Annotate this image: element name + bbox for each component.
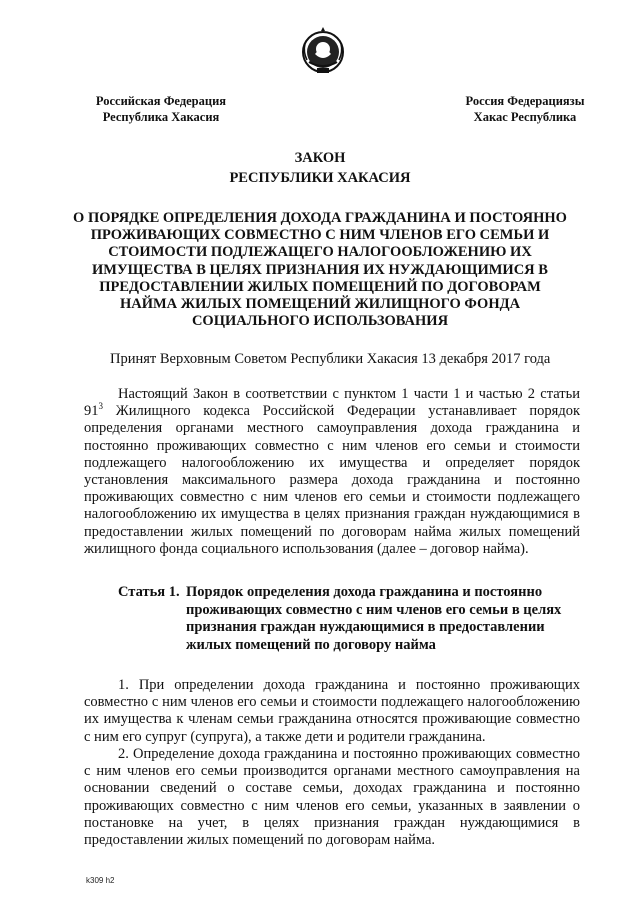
document-type: ЗАКОН: [294, 150, 346, 166]
document-issuer: РЕСПУБЛИКИ ХАКАСИЯ: [229, 170, 411, 186]
intro-paragraph: [84, 386, 580, 558]
header-right: [452, 93, 598, 125]
intro-text-before: Настоящий Закон в соответствии с пунктом 1 части 1 и частью 2 статьи 91: [84, 386, 580, 420]
header-left: [86, 93, 236, 125]
adoption-line: Принят Верховным Советом Республики Хакасия 13 декабря 2017 года: [110, 351, 551, 367]
intro-text-after: Жилищного кодекса Российской Федерации устанавливает порядок определения органами местного самоуправления дохода гражданина и постоянно проживающих совместно с ним членов его семьи и стоимости подлежащего налогообложению их имущества и определяет порядок установления максимального размера дохода гражданина и постоянно проживающих совместно с ним членов его семьи и стоимости подлежащего налогообложению их имущества в целях признания граждан нуждающимися в предоставлении жилых помещений по договорам найма жилых помещений жилищного фонда социального использования (далее – договор найма).: [84, 403, 580, 557]
header-republic-kjh: Хакас Республика: [473, 110, 577, 124]
intro-superscript: 3: [98, 401, 103, 412]
article-title: Порядок определения дохода гражданина и постоянно проживающих совместно с ним членов его семьи в целях признания граждан нуждающимися в предоставлении жилых помещений по договору найма: [186, 584, 562, 653]
header-republic-ru: Республика Хакасия: [102, 110, 220, 124]
article-paragraph-2: 2. Определение дохода гражданина и постоянно проживающих совместно с ним членов его семьи производится органами местного самоуправления на основании сведений о составе семьи, доходах гражданина и постоянно проживающих совместно с ним членов его семьи, указанных в заявлении о постановке на учет, в целях признания граждан нуждающимися в предоставлении жилых помещений по договорам найма.: [84, 746, 580, 849]
header-country-ru: Российская Федерация: [95, 94, 227, 108]
khakassia-coat-of-arms-icon: [297, 24, 349, 76]
law-title: О ПОРЯДКЕ ОПРЕДЕЛЕНИЯ ДОХОДА ГРАЖДАНИНА И ПОСТОЯННО ПРОЖИВАЮЩИХ СОВМЕСТНО С НИМ ЧЛЕНОВ ЕГО СЕМЬИ И СТОИМОСТИ ПОДЛЕЖАЩЕГО НАЛОГООБЛОЖЕНИЮ ИХ ИМУЩЕСТВА В ЦЕЛЯХ ПРИЗНАНИЯ ИХ НУЖДАЮЩИМИСЯ В ПРЕДОСТАВЛЕНИИ ЖИЛЫХ ПОМЕЩЕНИЙ ПО ДОГОВОРАМ НАЙМА ЖИЛЫХ ПОМЕЩЕНИЙ ЖИЛИЩНОГО ФОНДА СОЦИАЛЬНОГО ИСПОЛЬЗОВАНИЯ: [73, 210, 567, 330]
article-number: Статья 1.: [118, 584, 180, 600]
header-country-kjh: Россия Федерациязы: [465, 94, 585, 108]
footer-code: k309 h2: [86, 876, 115, 885]
article-paragraph-1: 1. При определении дохода гражданина и постоянно проживающих совместно с ним членов его семьи и стоимости подлежащего налогообложению их имущества к членам семьи гражданина относятся проживающие совместно с ним его супруг (супруга), а также дети и родители гражданина.: [84, 677, 580, 745]
